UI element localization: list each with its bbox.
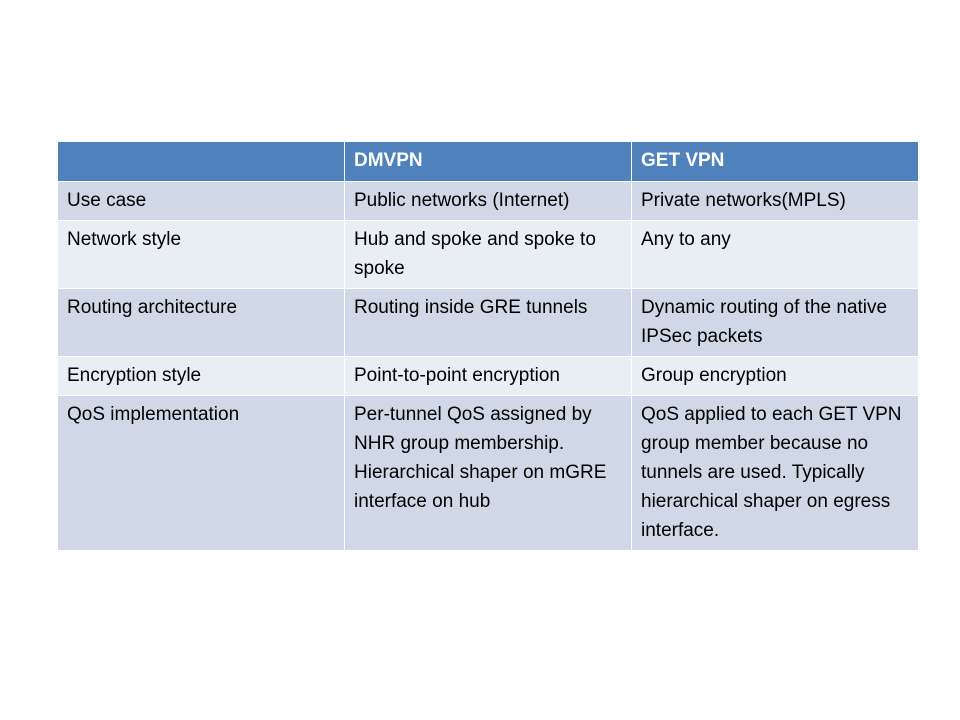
row-label: Routing architecture	[58, 289, 345, 357]
getvpn-cell: Private networks(MPLS)	[632, 182, 919, 221]
table-row	[58, 221, 919, 289]
getvpn-cell: Any to any	[632, 221, 919, 289]
table-row	[58, 289, 919, 357]
table-row	[58, 396, 919, 551]
dmvpn-cell: Hub and spoke and spoke to spoke	[345, 221, 632, 289]
row-label: Use case	[58, 182, 345, 221]
getvpn-cell: Dynamic routing of the native IPSec packets	[632, 289, 919, 357]
row-label: QoS implementation	[58, 396, 345, 551]
header-cell-empty	[58, 142, 345, 182]
header-cell-dmvpn: DMVPN	[345, 142, 632, 182]
table-row	[58, 357, 919, 396]
header-row	[58, 142, 919, 182]
dmvpn-cell: Per-tunnel QoS assigned by NHR group membership. Hierarchical shaper on mGRE interface on hub	[345, 396, 632, 551]
dmvpn-cell: Point-to-point encryption	[345, 357, 632, 396]
row-label: Encryption style	[58, 357, 345, 396]
comparison-table	[57, 141, 919, 551]
row-label: Network style	[58, 221, 345, 289]
header-cell-getvpn: GET VPN	[632, 142, 919, 182]
dmvpn-cell: Public networks (Internet)	[345, 182, 632, 221]
getvpn-cell: QoS applied to each GET VPN group member because no tunnels are used. Typically hierarchical shaper on egress interface.	[632, 396, 919, 551]
table-row	[58, 182, 919, 221]
getvpn-cell: Group encryption	[632, 357, 919, 396]
dmvpn-cell: Routing inside GRE tunnels	[345, 289, 632, 357]
